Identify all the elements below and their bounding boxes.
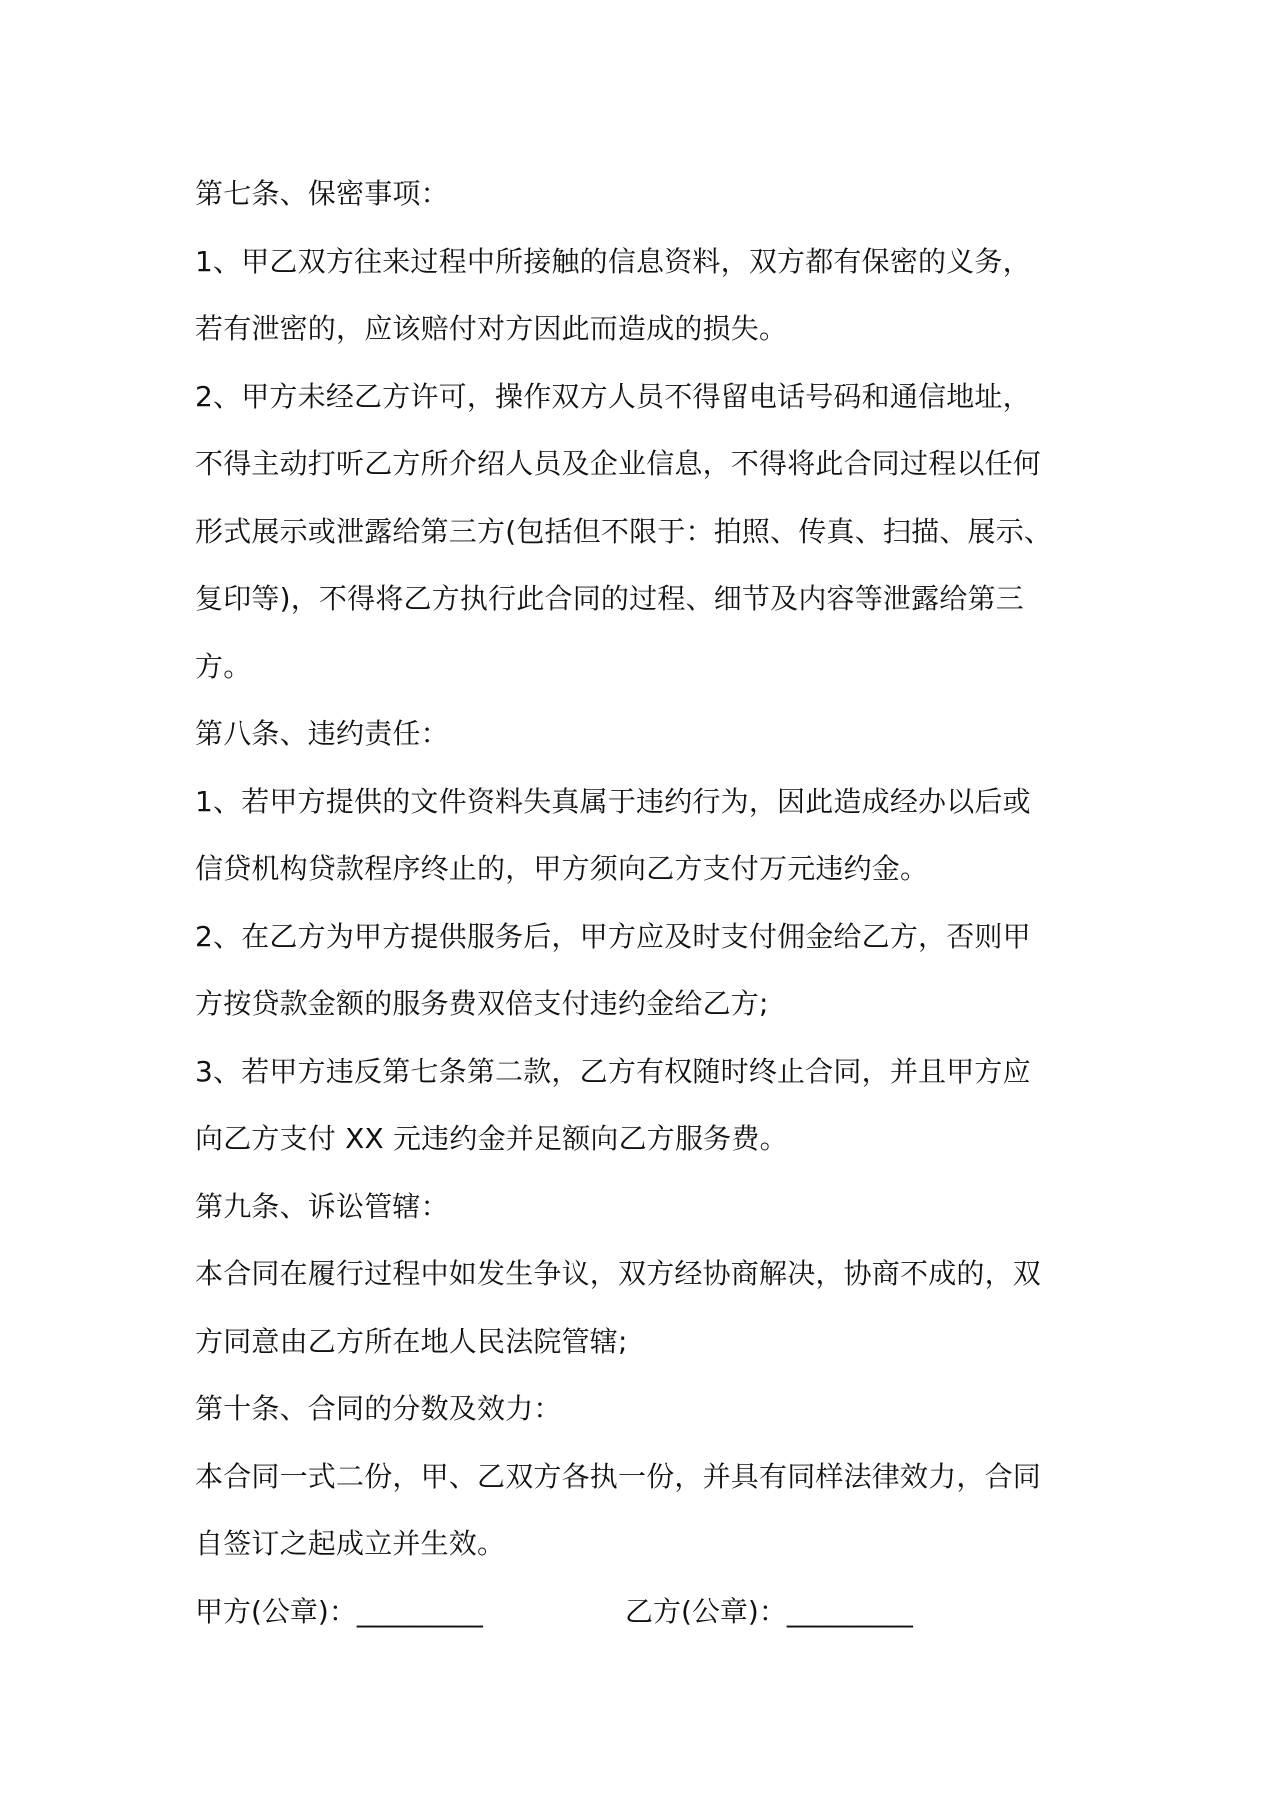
article-8-heading: 第八条、违约责任： xyxy=(195,717,449,750)
article-9-heading: 第九条、诉讼管辖： xyxy=(195,1189,449,1223)
party-b-seal-line: 乙方(公章)：_________ xyxy=(625,1594,913,1628)
article-7-heading: 第七条、保密事项： xyxy=(195,177,449,210)
article-8-clause-2-line-1: 2、在乙方为甲方提供服务后，甲方应及时支付佣金给乙方，否则甲 xyxy=(195,919,1031,953)
article-7-clause-1-line-1: 1、甲乙双方往来过程中所接触的信息资料，双方都有保密的义务， xyxy=(195,244,1031,278)
party-a-seal-line: 甲方(公章)：_________ xyxy=(195,1594,483,1628)
article-8-clause-3-line-1: 3、若甲方违反第七条第二款，乙方有权随时终止合同，并且甲方应 xyxy=(195,1054,1031,1088)
article-9-body-line-2: 方同意由乙方所在地人民法院管辖; xyxy=(195,1324,628,1358)
article-7-clause-2-line-3: 形式展示或泄露给第三方(包括但不限于：拍照、传真、扫描、展示、 xyxy=(195,514,1053,548)
article-9-body-line-1: 本合同在履行过程中如发生争议，双方经协商解决，协商不成的，双 xyxy=(195,1257,1042,1290)
article-8-clause-2-line-2: 方按贷款金额的服务费双倍支付违约金给乙方; xyxy=(195,987,769,1020)
article-7-clause-2-line-5: 方。 xyxy=(195,649,252,683)
article-7-clause-2-line-4: 复印等)，不得将乙方执行此合同的过程、细节及内容等泄露给第三 xyxy=(195,582,1024,615)
article-8-clause-3-line-2: 向乙方支付 XX 元违约金并足额向乙方服务费。 xyxy=(195,1122,788,1155)
article-8-clause-1-line-2: 信贷机构贷款程序终止的，甲方须向乙方支付万元违约金。 xyxy=(195,852,929,885)
signature-row xyxy=(195,1578,1095,1646)
article-7-clause-1-line-2: 若有泄密的，应该赔付对方因此而造成的损失。 xyxy=(195,312,788,345)
article-10-body-line-1: 本合同一式二份，甲、乙双方各执一份，并具有同样法律效力，合同 xyxy=(195,1459,1042,1493)
article-7-clause-2-line-1: 2、甲方未经乙方许可，操作双方人员不得留电话号码和通信地址， xyxy=(195,379,1031,413)
article-10-heading: 第十条、合同的分数及效力： xyxy=(195,1392,562,1425)
article-10-body-line-2: 自签订之起成立并生效。 xyxy=(195,1527,506,1560)
article-7-clause-2-line-2: 不得主动打听乙方所介绍人员及企业信息，不得将此合同过程以任何 xyxy=(195,447,1042,480)
article-8-clause-1-line-1: 1、若甲方提供的文件资料失真属于违约行为，因此造成经办以后或 xyxy=(195,784,1031,818)
document-body xyxy=(195,160,1095,1645)
